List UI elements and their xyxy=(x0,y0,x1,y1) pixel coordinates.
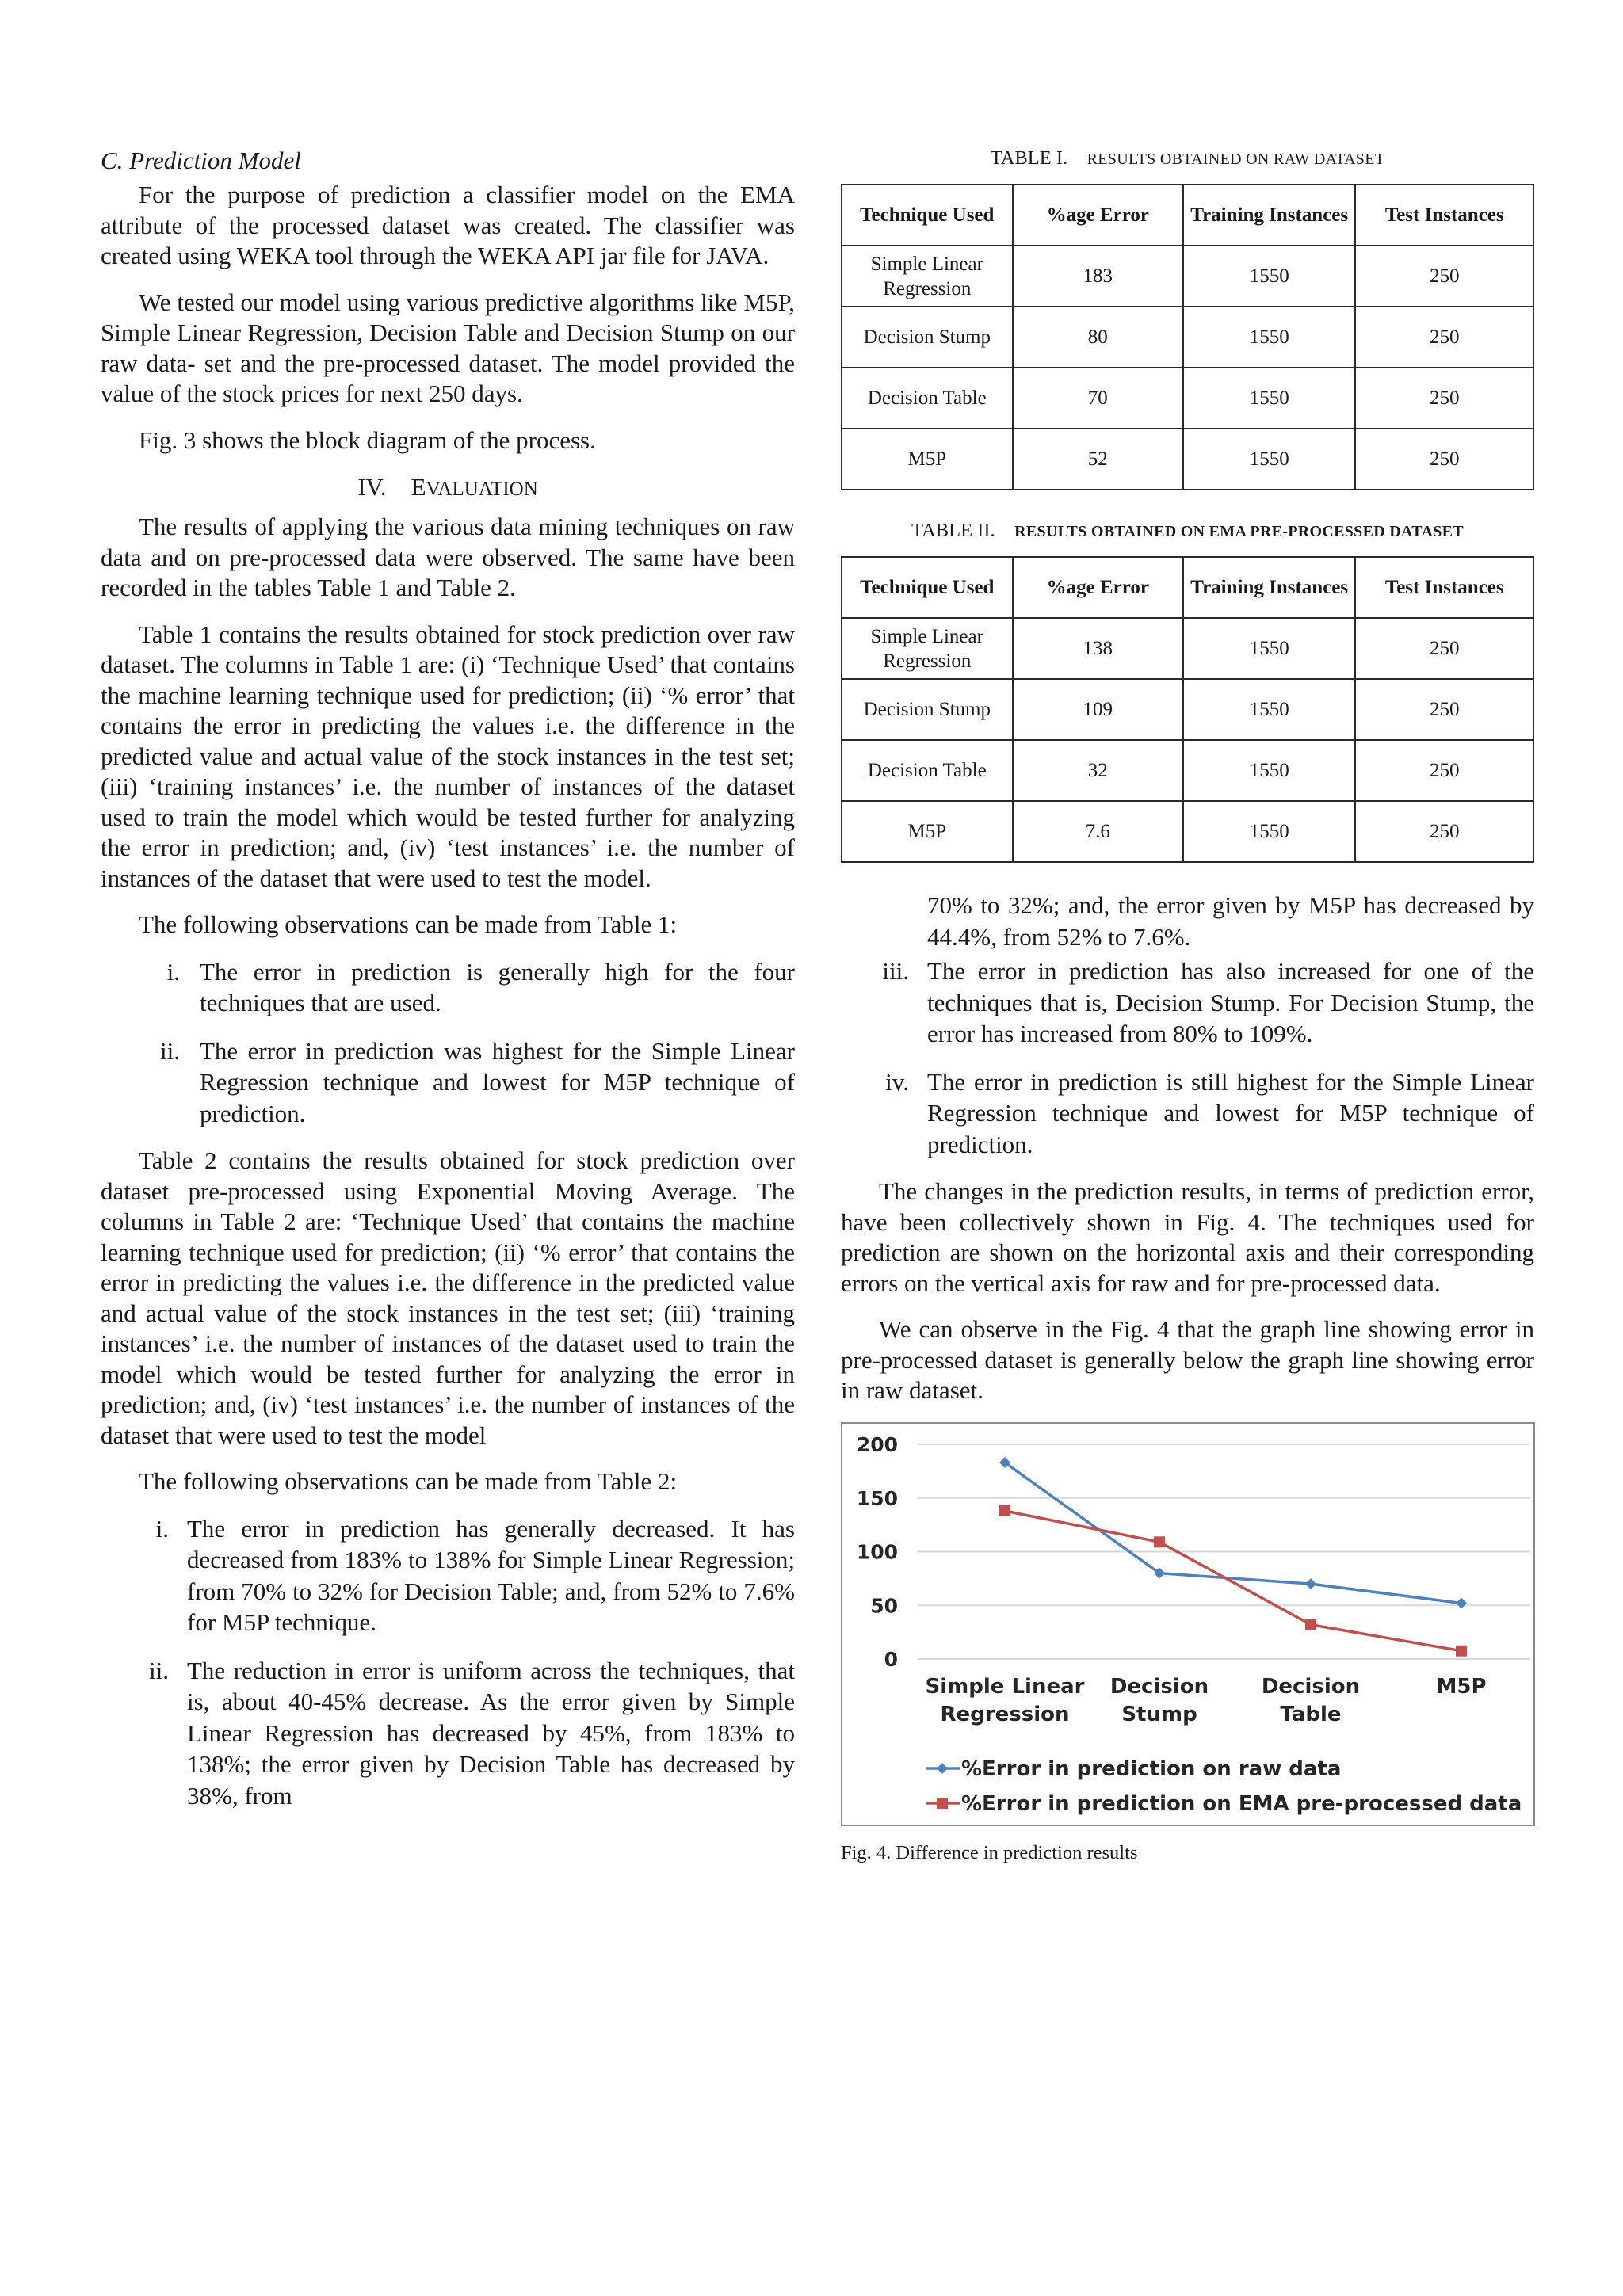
table-header: Test Instances xyxy=(1355,185,1533,246)
table-row xyxy=(842,679,1533,740)
section-title-initial: E xyxy=(411,473,426,501)
table-cell: 1550 xyxy=(1183,740,1356,801)
table-header: Test Instances xyxy=(1355,557,1533,618)
results-table-raw xyxy=(841,184,1534,490)
table-cell: 250 xyxy=(1355,618,1533,679)
observation-list-1 xyxy=(101,956,795,1130)
y-tick-label: 200 xyxy=(856,1432,898,1456)
table-cell: 109 xyxy=(1013,679,1183,740)
table-cell: 1550 xyxy=(1183,618,1356,679)
paragraph: Fig. 3 shows the block diagram of the process. xyxy=(139,425,596,454)
section-title-rest: VALUATION xyxy=(426,479,538,500)
table-cell: 1550 xyxy=(1183,246,1356,307)
list-item: ii. The reduction in error is uniform across the techniques, that is, about 40-45% decrease. As the error given by Simple Linear Regression has decreased by 45%, from 183% to 138%; the error given by Decision Table has decreased by 38%, from xyxy=(149,1656,795,1810)
data-point xyxy=(1305,1619,1316,1630)
figure-caption: Fig. 4. Difference in prediction results xyxy=(841,1841,1138,1863)
table-cell: 183 xyxy=(1013,246,1183,307)
y-tick-label: 50 xyxy=(870,1593,898,1617)
table-cell: 250 xyxy=(1355,246,1533,307)
x-tick-label: Regression xyxy=(940,1702,1070,1726)
table-cell: 80 xyxy=(1013,307,1183,368)
table-cell: 1550 xyxy=(1183,801,1356,862)
x-tick-label: M5P xyxy=(1436,1674,1487,1699)
table-cell: 250 xyxy=(1355,740,1533,801)
list-item: i. The error in prediction is generally high for the four techniques that are used. xyxy=(166,957,795,1016)
table-header-row xyxy=(842,557,1533,618)
table-cell: 138 xyxy=(1013,618,1183,679)
table-row xyxy=(842,740,1533,801)
table-cell: 1550 xyxy=(1183,368,1356,429)
data-point xyxy=(1305,1578,1316,1589)
legend-marker xyxy=(937,1763,948,1774)
table-row xyxy=(842,801,1533,862)
table-header: Technique Used xyxy=(842,557,1013,618)
table-cell: M5P xyxy=(842,429,1013,490)
table-cell: Decision Stump xyxy=(842,679,1013,740)
x-tick-label: Decision xyxy=(1261,1674,1361,1699)
y-tick-label: 0 xyxy=(884,1647,898,1671)
table-cell: 250 xyxy=(1355,801,1533,862)
paragraph: The changes in the prediction results, in terms of prediction error, have been collectively shown in Fig. 4. The techniques used for prediction are shown on the horizontal axis and their corresponding errors on the vertical axis for raw and for pre-processed data. xyxy=(841,1177,1534,1297)
table-cell: 250 xyxy=(1355,429,1533,490)
table-row xyxy=(842,429,1533,490)
table-row xyxy=(842,618,1533,679)
paragraph: We can observe in the Fig. 4 that the graph line showing error in pre-processed dataset is generally below the graph line showing error in raw dataset. xyxy=(841,1315,1534,1404)
table1-caption: TABLE I. RESULTS OBTAINED ON RAW DATASET xyxy=(990,147,1385,169)
list-item: ii. The error in prediction was highest for the Simple Linear Regression technique and lowest for M5P technique of prediction. xyxy=(160,1036,795,1127)
paragraph: For the purpose of prediction a classifier model on the EMA attribute of the processed dataset was created. The classifier was created using WEKA tool through the WEKA API jar file for JAVA. xyxy=(101,181,795,269)
data-point xyxy=(1456,1597,1467,1608)
table-cell: 250 xyxy=(1355,307,1533,368)
table-row xyxy=(842,368,1533,429)
table-cell: Decision Stump xyxy=(842,307,1013,368)
results-table-ema xyxy=(841,556,1534,863)
table-cell: 250 xyxy=(1355,368,1533,429)
list-item-continuation: 70% to 32%; and, the error given by M5P has decreased by 44.4%, from 52% to 7.6%. xyxy=(927,891,1534,951)
x-tick-label: Simple Linear xyxy=(925,1674,1085,1699)
table2-caption: TABLE II. RESULTS OBTAINED ON EMA PRE-PROCESSED DATASET xyxy=(911,520,1464,541)
paragraph: The following observations can be made from Table 1: xyxy=(139,910,678,938)
table-row xyxy=(842,246,1533,307)
figure-4-chart xyxy=(841,1422,1535,1826)
list-item: i. The error in prediction has generally decreased. It has decreased from 183% to 138% for Simple Linear Regression; from 70% to 32% for Decision Table; and, from 52% to 7.6% for M5P technique. xyxy=(155,1514,795,1636)
paragraph: The following observations can be made from Table 2: xyxy=(139,1467,678,1495)
table-header: Training Instances xyxy=(1183,185,1356,246)
table-cell: 1550 xyxy=(1183,679,1356,740)
paragraph: Table 1 contains the results obtained for stock prediction over raw dataset. The columns in Table 1 are: (i) ‘Technique Used’ that contains the machine learning technique used for prediction; (ii) ‘% error’ that contains the error in predicting the values i.e. the difference in the predicted value and actual value of the stock instances in the test set; (iii) ‘training instances’ i.e. the number of instances of the dataset used to train the model which would be tested further for analyzing the error in prediction; and, (iv) ‘test instances’ i.e. the number of instances of the dataset that were used to test the model. xyxy=(101,620,795,892)
observation-list-2-continued xyxy=(841,890,1534,1160)
legend-marker xyxy=(937,1798,948,1809)
table-cell: Simple Linear Regression xyxy=(842,618,1013,679)
table-cell: M5P xyxy=(842,801,1013,862)
paragraph: The results of applying the various data mining techniques on raw data and on pre-processed data were observed. The same have been recorded in the tables Table 1 and Table 2. xyxy=(101,513,795,601)
table-header: %age Error xyxy=(1013,185,1183,246)
y-tick-label: 100 xyxy=(856,1540,898,1563)
line-chart xyxy=(842,1424,1533,1825)
table-header: %age Error xyxy=(1013,557,1183,618)
table-row xyxy=(842,307,1533,368)
table-cell: Simple Linear Regression xyxy=(842,246,1013,307)
data-point xyxy=(999,1505,1010,1516)
table-cell: 1550 xyxy=(1183,307,1356,368)
table-cell: 7.6 xyxy=(1013,801,1183,862)
x-tick-label: Stump xyxy=(1121,1702,1197,1726)
table-cell: 32 xyxy=(1013,740,1183,801)
data-point xyxy=(1456,1645,1467,1656)
right-column xyxy=(841,145,1534,1866)
list-item: iv. The error in prediction is still highest for the Simple Linear Regression technique and lowest for M5P technique of prediction. xyxy=(885,1067,1534,1158)
section-c-title: C. Prediction Model xyxy=(101,147,301,174)
legend-label: %Error in prediction on raw data xyxy=(961,1756,1342,1781)
series-line xyxy=(1005,1511,1461,1651)
observation-list-2 xyxy=(101,1513,795,1812)
table-header-row xyxy=(842,185,1533,246)
left-column xyxy=(101,145,795,1828)
paragraph: Table 2 contains the results obtained for stock prediction over dataset pre-processed using Exponential Moving Average. The columns in Table 2 are: ‘Technique Used’ that contains the machine learning technique used for prediction; (ii) ‘% error’ that contains the error in predicting the values i.e. the difference in the predicted value and actual value of the stock instances in the test set; (iii) ‘training instances’ i.e. the number of instances of the dataset used to train the model which would be tested further for analyzing the error in prediction; and, (iv) ‘test instances’ i.e. the number of instances of the dataset that were used to test the model xyxy=(101,1146,795,1449)
table-cell: 1550 xyxy=(1183,429,1356,490)
table-cell: 70 xyxy=(1013,368,1183,429)
data-point xyxy=(1154,1536,1165,1547)
x-tick-label: Table xyxy=(1280,1702,1342,1726)
table-cell: Decision Table xyxy=(842,740,1013,801)
section-heading xyxy=(101,471,795,505)
table-cell: 52 xyxy=(1013,429,1183,490)
y-tick-label: 150 xyxy=(856,1486,898,1510)
table-cell: Decision Table xyxy=(842,368,1013,429)
table-header: Training Instances xyxy=(1183,557,1356,618)
list-item: iii. The error in prediction has also increased for one of the techniques that is, Decision Stump. For Decision Stump, the error has increased from 80% to 109%. xyxy=(882,957,1534,1047)
paragraph: We tested our model using various predictive algorithms like M5P, Simple Linear Regression, Decision Table and Decision Stump on our raw data- set and the pre-processed dataset. The model provided the value of the stock prices for next 250 days. xyxy=(101,288,795,407)
section-number: IV. xyxy=(357,473,387,501)
table-cell: 250 xyxy=(1355,679,1533,740)
legend-label: %Error in prediction on EMA pre-processed data xyxy=(961,1791,1522,1816)
table-header: Technique Used xyxy=(842,185,1013,246)
x-tick-label: Decision xyxy=(1109,1674,1209,1699)
